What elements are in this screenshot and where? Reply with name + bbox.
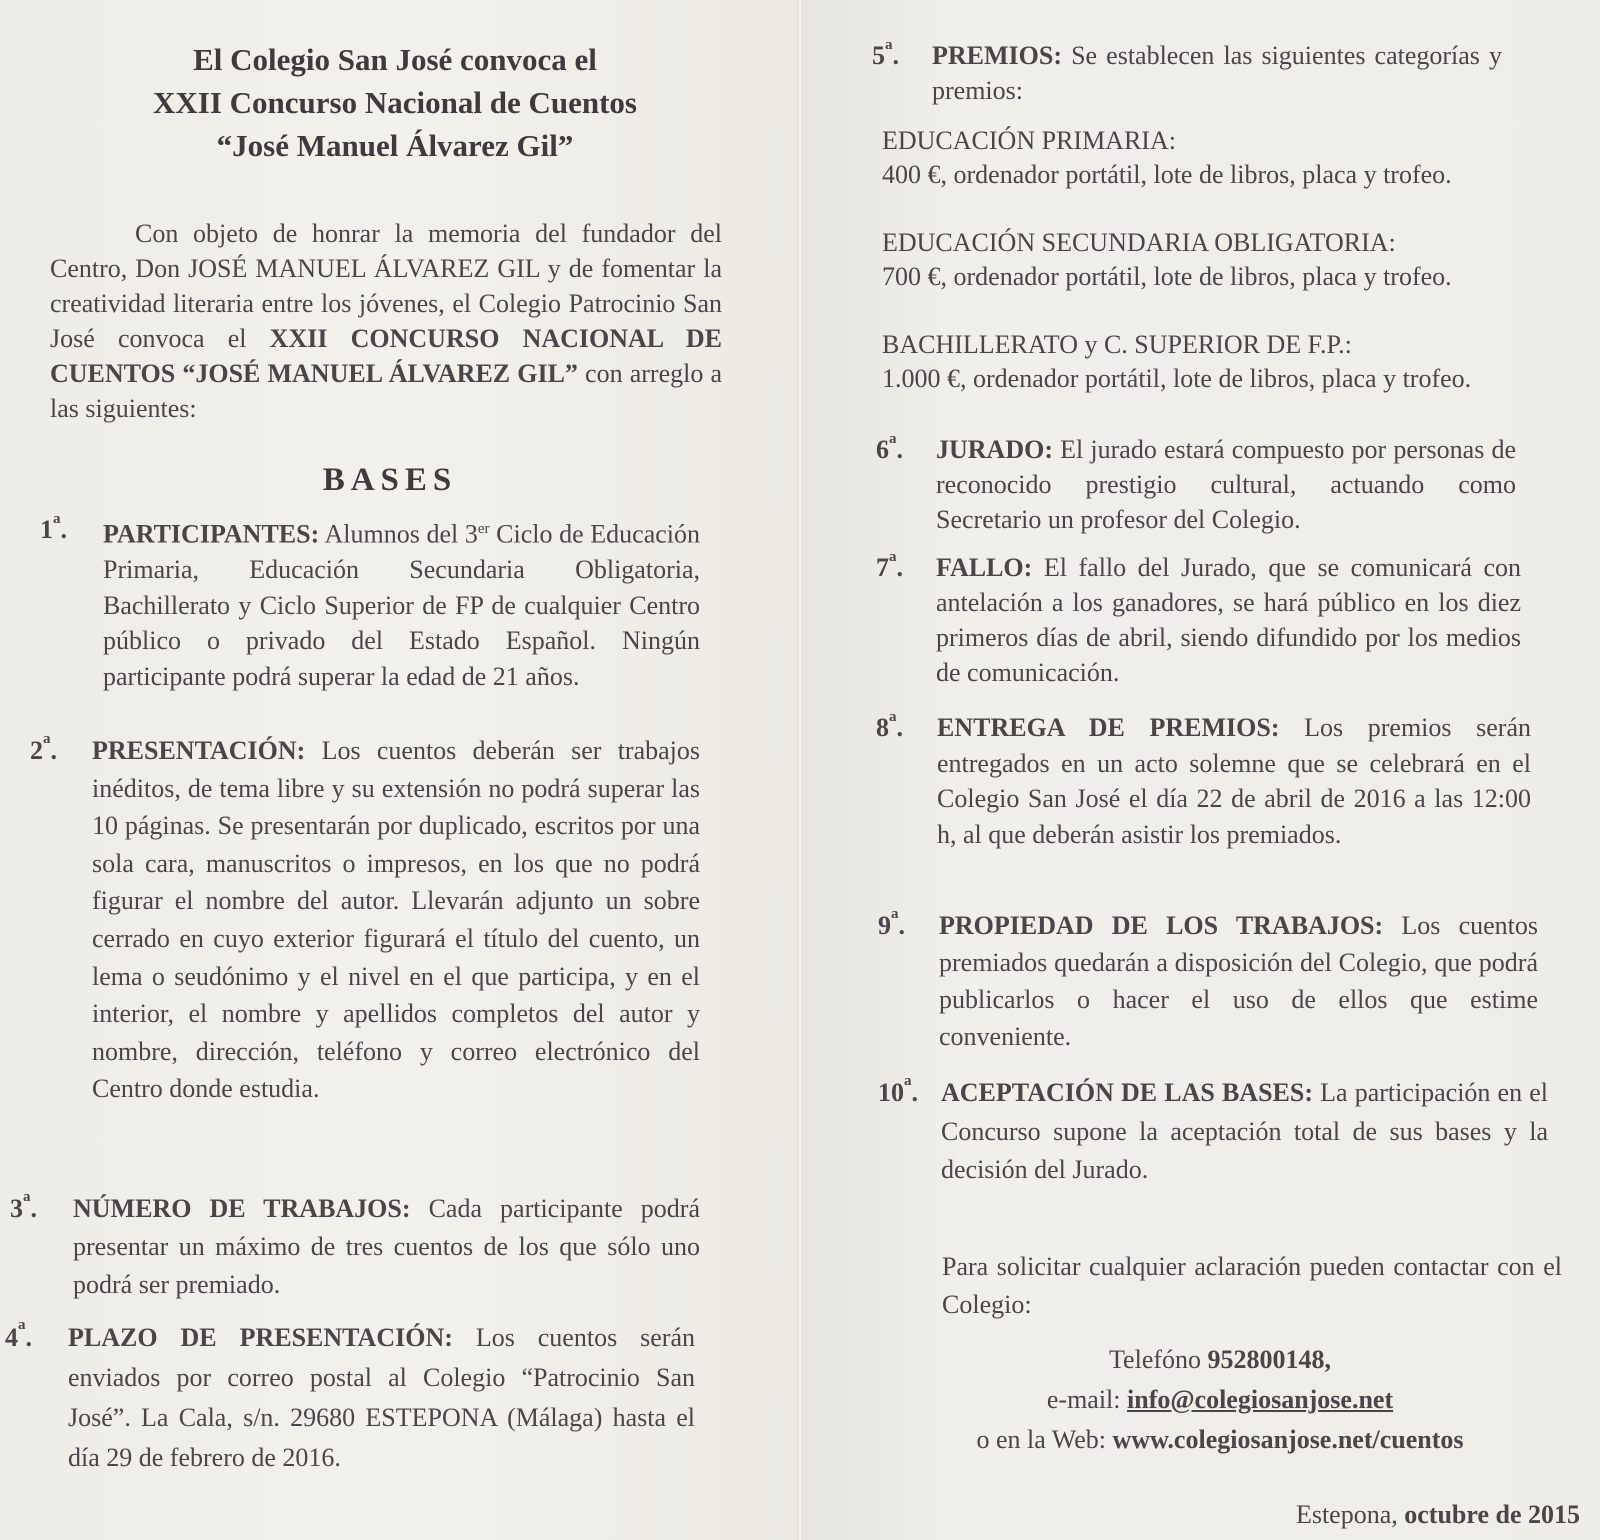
email-link[interactable]: info@colegiosanjose.net (1127, 1385, 1394, 1414)
base-body-2 (92, 732, 700, 1108)
base-body-7 (936, 550, 1521, 690)
base-text-7: El fallo del Jurado, que se comunicará con antelación a los ganadores, se hará público en los diez primeros días de abril, siendo difundido por los medios de comunicación. (936, 553, 1521, 687)
base-text-1b: Ciclo de Educación Primaria, Educación Secundaria Obligatoria, Bachillerato y Ciclo Superior de FP de cualquier Centro público o privado del Estado Español. Ningún participante podrá superar la edad de 21 años. (103, 519, 700, 691)
base-number-9: 9$^a$. (878, 906, 905, 940)
base-number-7: 7$^a$. (876, 549, 903, 582)
footer-date (1200, 1496, 1580, 1534)
intro-text-a: Con objeto de honrar la memoria del fundador del Centro, Don JOSÉ MANUEL ÁLVAREZ GIL y de fomentar la creatividad literaria entre los jóvenes, el Colegio Patrocinio San José convoca el (50, 219, 722, 353)
base-body-4 (68, 1318, 695, 1478)
footer-place: Estepona, (1295, 1500, 1405, 1529)
prize-category-1: EDUCACIÓN PRIMARIA: (882, 126, 1176, 155)
base-number-5: 5$^a$. (872, 37, 899, 70)
base-number-1: 1$^a$. (40, 511, 67, 544)
prize-bachillerato (882, 328, 1522, 396)
base-item-1 (40, 512, 700, 694)
fold-line (797, 0, 803, 1540)
base-text-4: Los cuentos serán enviados por correo postal al Colegio “Patrocinio San José”. La Cala, s/n. 29680 ESTEPONA (Málaga) hasta el día 29 de febrero de 2016. (68, 1323, 695, 1472)
base-text-5: Se establecen las siguientes categorías y premios: (932, 41, 1502, 105)
base-head-8: ENTREGA DE PREMIOS: (937, 713, 1280, 742)
prize-primaria (882, 124, 1522, 192)
base-number-8: 8$^a$. (876, 709, 903, 742)
contact-block (900, 1340, 1540, 1460)
base-head-4: PLAZO DE PRESENTACIÓN: (68, 1323, 453, 1352)
footer-date-text: octubre de 2015 (1404, 1500, 1580, 1529)
prize-desc-1: 400 €, ordenador portátil, lote de libros, placa y trofeo. (882, 160, 1452, 189)
base-body-8 (937, 710, 1531, 852)
base-body-1 (103, 512, 700, 694)
base-item-2 (30, 732, 700, 1108)
prize-desc-2: 700 €, ordenador portátil, lote de libros, placa y trofeo. (882, 262, 1452, 291)
contact-intro: Para solicitar cualquier aclaración pueden contactar con el Colegio: (942, 1252, 1562, 1319)
bases-heading: BASES (322, 462, 458, 498)
base-number-4: 4$^a$. (5, 1317, 32, 1352)
prize-category-3: BACHILLERATO y C. SUPERIOR DE F.P.: (882, 330, 1352, 359)
title-line-1: El Colegio San José convoca el (193, 42, 597, 77)
base-text-3: Cada participante podrá presentar un máximo de tres cuentos de los que sólo uno podrá ser premiado. (73, 1194, 700, 1299)
base-item-7 (876, 550, 1521, 690)
base-head-5: PREMIOS: (932, 41, 1062, 70)
base-number-10: 10$^a$. (878, 1073, 918, 1107)
web-label: o en la Web: (976, 1425, 1113, 1454)
base-body-6 (936, 432, 1516, 537)
base-item-9 (878, 907, 1538, 1055)
base-item-10 (878, 1074, 1548, 1190)
base-head-1: PARTICIPANTES: (103, 519, 320, 549)
base-text-2: Los cuentos deberán ser trabajos inéditos, de tema libre y su extensión no podrá superar las 10 páginas. Se presentarán por duplicado, escritos por una sola cara, manuscritos o impresos, en los que no podrá figurar el nombre del autor. Llevarán adjunto un sobre cerrado en cuyo exterior figurará el título del cuento, un lema o seudónimo y el nivel en el que participa, y en el interior, el nombre y apellidos completos del autor y nombre, dirección, teléfono y correo electrónico del Centro donde estudia. (92, 736, 700, 1104)
base-number-2: 2$^a$. (30, 731, 57, 765)
prize-secundaria (882, 226, 1522, 294)
phone-number: 952800148, (1207, 1345, 1332, 1374)
prize-category-2: EDUCACIÓN SECUNDARIA OBLIGATORIA: (882, 228, 1396, 257)
base-item-6 (876, 432, 1516, 537)
base-number-6: 6$^a$. (876, 431, 903, 464)
intro-text-b: con arreglo a las siguientes: (50, 359, 722, 423)
intro-text-bold: XXII CONCURSO NACIONAL DE CUENTOS “JOSÉ MANUEL ÁLVAREZ GIL” (50, 324, 722, 388)
contact-email-line (900, 1380, 1540, 1420)
title-line-3: “José Manuel Álvarez Gil” (216, 128, 574, 163)
email-label: e-mail: (1046, 1385, 1128, 1414)
base-item-3 (10, 1190, 700, 1304)
base-body-9 (939, 907, 1538, 1055)
title-line-2: XXII Concurso Nacional de Cuentos (153, 85, 637, 120)
base-body-3 (73, 1190, 700, 1304)
base-item-8 (876, 710, 1531, 852)
contact-phone-line (900, 1340, 1540, 1380)
base-head-7: FALLO: (936, 553, 1033, 582)
base-body-5 (932, 38, 1502, 108)
base-text-9: Los cuentos premiados quedarán a disposición del Colegio, que podrá publicarlos o hacer el uso de ellos que estime conveniente. (939, 911, 1538, 1051)
contact-web-line (900, 1420, 1540, 1460)
intro-paragraph (50, 216, 722, 426)
phone-label: Telefóno (1108, 1345, 1208, 1374)
base-text-10: La participación en el Concurso supone la aceptación total de sus bases y la decisión del Jurado. (941, 1078, 1548, 1184)
base-head-9: PROPIEDAD DE LOS TRABAJOS: (939, 911, 1384, 940)
base-text-1a: Alumnos del 3 (319, 519, 478, 549)
web-link[interactable]: www.colegiosanjose.net/cuentos (1112, 1425, 1464, 1454)
base-head-3: NÚMERO DE TRABAJOS: (73, 1194, 411, 1223)
base-item-4 (5, 1318, 695, 1478)
base-sup-1: er (477, 521, 490, 537)
base-head-10: ACEPTACIÓN DE LAS BASES: (941, 1078, 1314, 1107)
base-head-2: PRESENTACIÓN: (92, 736, 306, 765)
base-text-8: Los premios serán entregados en un acto solemne que se celebrará en el Colegio San José el día 22 de abril de 2016 a las 12:00 h, al que deberán asistir los premiados. (937, 713, 1532, 849)
base-body-10 (941, 1074, 1548, 1190)
base-item-5 (872, 38, 1502, 108)
base-text-6: El jurado estará compuesto por personas de reconocido prestigio cultural, actuando como Secretario un profesor del Colegio. (936, 435, 1516, 534)
base-number-3: 3$^a$. (10, 1189, 37, 1223)
base-head-6: JURADO: (936, 435, 1053, 464)
flyer-title (80, 38, 710, 167)
prize-desc-3: 1.000 €, ordenador portátil, lote de libros, placa y trofeo. (882, 364, 1472, 393)
